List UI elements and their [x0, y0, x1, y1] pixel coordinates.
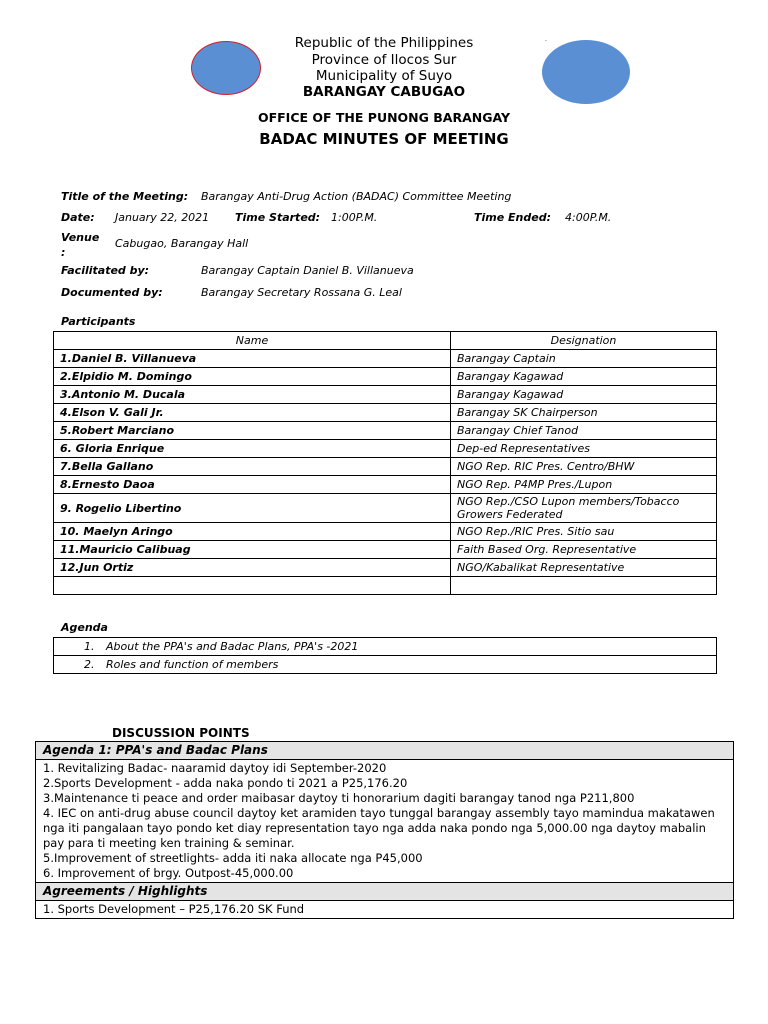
discussion-point: 1. Revitalizing Badac- naaramid daytoy idi September-2020: [43, 761, 387, 775]
participant-name: 12.Jun Ortiz: [54, 559, 451, 577]
participant-name: 9. Rogelio Libertino: [54, 494, 451, 523]
time-ended-value: 4:00P.M.: [565, 211, 612, 224]
participant-name: 2.Elpidio M. Domingo: [54, 368, 451, 386]
participant-name: 8.Ernesto Daoa: [54, 476, 451, 494]
agenda-item-text: About the PPA's and Badac Plans, PPA's -2021: [106, 640, 359, 653]
participant-designation: Barangay SK Chairperson: [451, 404, 717, 422]
time-ended-label: Time Ended:: [474, 211, 551, 224]
agenda-item-number: 2.: [84, 658, 95, 671]
meeting-title-label: Title of the Meeting:: [61, 190, 189, 203]
table-row: [54, 350, 717, 368]
participants-table: [53, 331, 717, 595]
participant-designation: Barangay Chief Tanod: [451, 422, 717, 440]
participant-name: 4.Elson V. Gali Jr.: [54, 404, 451, 422]
stray-mark: .: [545, 36, 547, 43]
table-row: [54, 494, 717, 523]
table-row: [54, 458, 717, 476]
discussion-point: 3.Maintenance ti peace and order maibasar daytoy ti honorarium dagiti barangay tanod nga P211,800: [43, 791, 635, 805]
discussion-point: 2.Sports Development - adda naka pondo ti 2021 a P25,176.20: [43, 776, 408, 790]
table-row: [54, 368, 717, 386]
discussion-box: [35, 741, 734, 919]
participant-designation: NGO Rep. P4MP Pres./Lupon: [451, 476, 717, 494]
documented-label: Documented by:: [61, 286, 163, 299]
facilitated-label: Facilitated by:: [61, 264, 150, 277]
venue-colon: :: [61, 246, 66, 259]
participant-designation: [451, 577, 717, 595]
discussion-points: [36, 760, 733, 882]
participant-name: 6. Gloria Enrique: [54, 440, 451, 458]
venue-value: Cabugao, Barangay Hall: [115, 237, 249, 250]
participant-designation: NGO Rep./CSO Lupon members/Tobacco Growers Federated: [451, 494, 717, 523]
office-title: OFFICE OF THE PUNONG BARANGAY: [257, 110, 511, 125]
agreement-item: 1. Sports Development – P25,176.20 SK Fund: [43, 902, 305, 916]
participant-designation: Dep-ed Representatives: [451, 440, 717, 458]
participant-name: 3.Antonio M. Ducala: [54, 386, 451, 404]
date-label: Date:: [61, 211, 95, 224]
discussion-point: 5.Improvement of streetlights- adda iti naka allocate nga P45,000: [43, 851, 423, 865]
agenda-item-text: Roles and function of members: [106, 658, 279, 671]
header-barangay: BARANGAY CABUGAO: [302, 84, 466, 100]
participant-designation: NGO Rep./RIC Pres. Sitio sau: [451, 523, 717, 541]
table-row: [54, 541, 717, 559]
participant-designation: NGO/Kabalikat Representative: [451, 559, 717, 577]
participant-designation: Barangay Kagawad: [451, 368, 717, 386]
discussion-point: 4. IEC on anti-drug abuse council daytoy ket aramiden tayo tunggal barangay assembly tayo mamindua makatawen nga iti pangalaan tayo pondo ket diay representation tayo nga adda naka pondo nga 5,000.00 nga daytoy mabalin pay para ti meeting ken training & seminar.: [43, 806, 715, 850]
meeting-title-value: Barangay Anti-Drug Action (BADAC) Committee Meeting: [201, 190, 512, 203]
participant-name: 10. Maelyn Aringo: [54, 523, 451, 541]
venue-label: Venue: [61, 231, 100, 244]
agenda1-section-title: Agenda 1: PPA's and Badac Plans: [36, 742, 733, 760]
agenda-item-number: 1.: [84, 640, 95, 653]
list-item: [54, 638, 717, 656]
participant-name: 11.Mauricio Calibuag: [54, 541, 451, 559]
time-started-value: 1:00P.M.: [331, 211, 378, 224]
participants-header-row: [54, 332, 717, 350]
name-column-header: Name: [54, 332, 451, 350]
table-row: [54, 476, 717, 494]
page-title: BADAC MINUTES OF MEETING: [259, 130, 509, 148]
table-row: [54, 559, 717, 577]
table-row: [54, 577, 717, 595]
header-republic: Republic of the Philippines: [294, 35, 474, 51]
table-row: [54, 440, 717, 458]
table-row: [54, 422, 717, 440]
participant-name: [54, 577, 451, 595]
participant-designation: NGO Rep. RIC Pres. Centro/BHW: [451, 458, 717, 476]
participant-name: 7.Bella Gallano: [54, 458, 451, 476]
list-item: [54, 656, 717, 674]
header-municipality: Municipality of Suyo: [315, 68, 453, 84]
designation-column-header: Designation: [451, 332, 717, 350]
participant-designation: Faith Based Org. Representative: [451, 541, 717, 559]
discussion-heading: DISCUSSION POINTS: [112, 726, 250, 740]
table-row: [54, 523, 717, 541]
participant-name: 1.Daniel B. Villanueva: [54, 350, 451, 368]
participants-label: Participants: [61, 315, 136, 328]
agreements-list: [36, 901, 733, 918]
participant-designation: Barangay Kagawad: [451, 386, 717, 404]
agenda-table: [53, 637, 717, 674]
documented-value: Barangay Secretary Rossana G. Leal: [201, 286, 402, 299]
agreements-section-title: Agreements / Highlights: [36, 882, 733, 901]
table-row: [54, 404, 717, 422]
participant-designation: Barangay Captain: [451, 350, 717, 368]
agenda-label: Agenda: [61, 621, 108, 634]
date-value: January 22, 2021: [115, 211, 210, 224]
participant-name: 5.Robert Marciano: [54, 422, 451, 440]
facilitated-value: Barangay Captain Daniel B. Villanueva: [201, 264, 414, 277]
time-started-label: Time Started:: [235, 211, 321, 224]
header-province: Province of Ilocos Sur: [311, 52, 457, 68]
discussion-point: 6. Improvement of brgy. Outpost-45,000.00: [43, 866, 294, 880]
table-row: [54, 386, 717, 404]
